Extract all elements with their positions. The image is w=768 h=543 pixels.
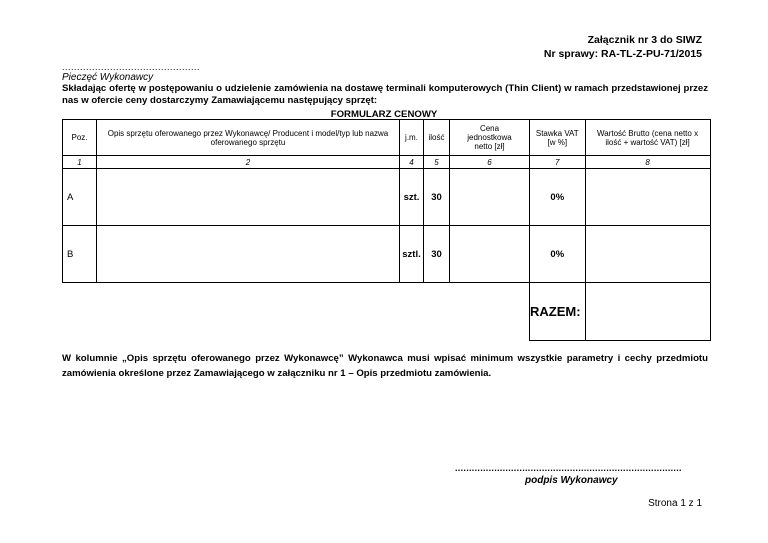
col-number: 5 <box>424 156 450 169</box>
column-number-row <box>63 156 711 169</box>
total-row <box>63 283 711 341</box>
header-opis: Opis sprzętu oferowanego przez Wykonawcę/ Producent i model/typ lub nazwa oferowanego sprzętu <box>97 120 400 156</box>
stamp-dots: .............................................. <box>62 62 201 72</box>
col-number: 8 <box>585 156 710 169</box>
stamp-label: Pieczęć Wykonawcy <box>62 72 154 83</box>
row-jm: sztl. <box>400 226 424 283</box>
col-number: 7 <box>530 156 586 169</box>
header-jm: j.m. <box>400 120 424 156</box>
instruction-note: W kolumnie „Opis sprzętu oferowanego przez Wykonawcę” Wykonawca musi wpisać minimum wszystkie parametry i cechy przedmiotu zamówienia określone przez Zamawiającego w załączniku nr 1 – Opis przedmiotu zamówienia. <box>62 353 708 379</box>
header-cena: Cena jednostkowa netto [zł] <box>450 120 530 156</box>
row-opis-field[interactable] <box>97 226 400 283</box>
col-number: 6 <box>450 156 530 169</box>
signature-line: ................................................................................. <box>455 463 682 473</box>
col-number: 1 <box>63 156 97 169</box>
row-poz: A <box>63 169 97 226</box>
intro-text: Składając ofertę w postępowaniu o udzielenie zamówienia na dostawę terminali komputerowych (Thin Client) w ramach przedstawionej przez nas w ofercie ceny dostarczymy Zamawiającemu następujący sprzęt: <box>62 83 708 106</box>
row-ilosc: 30 <box>424 226 450 283</box>
header-brutto: Wartość Brutto (cena netto x ilość + wartość VAT) [zł] <box>585 120 710 156</box>
row-vat: 0% <box>530 169 586 226</box>
total-label: RAZEM: <box>530 283 586 341</box>
total-value-field[interactable] <box>585 283 710 341</box>
signature-label: podpis Wykonawcy <box>525 475 618 486</box>
row-ilosc: 30 <box>424 169 450 226</box>
price-table <box>62 119 711 341</box>
header-ilosc: ilość <box>424 120 450 156</box>
row-jm: szt. <box>400 169 424 226</box>
row-cena-field[interactable] <box>450 226 530 283</box>
page-number: Strona 1 z 1 <box>648 498 702 509</box>
annex-label: Załącznik nr 3 do SIWZ <box>587 34 702 46</box>
table-row <box>63 169 711 226</box>
row-opis-field[interactable] <box>97 169 400 226</box>
row-vat: 0% <box>530 226 586 283</box>
col-number: 4 <box>400 156 424 169</box>
header-vat: Stawka VAT [w %] <box>530 120 586 156</box>
col-number: 2 <box>97 156 400 169</box>
row-poz: B <box>63 226 97 283</box>
form-title: FORMULARZ CENOWY <box>330 109 438 120</box>
row-cena-field[interactable] <box>450 169 530 226</box>
row-brutto-field[interactable] <box>585 226 710 283</box>
header-poz: Poz. <box>63 120 97 156</box>
table-header-row <box>63 120 711 156</box>
row-brutto-field[interactable] <box>585 169 710 226</box>
case-number: Nr sprawy: RA-TL-Z-PU-71/2015 <box>543 48 702 60</box>
table-row <box>63 226 711 283</box>
